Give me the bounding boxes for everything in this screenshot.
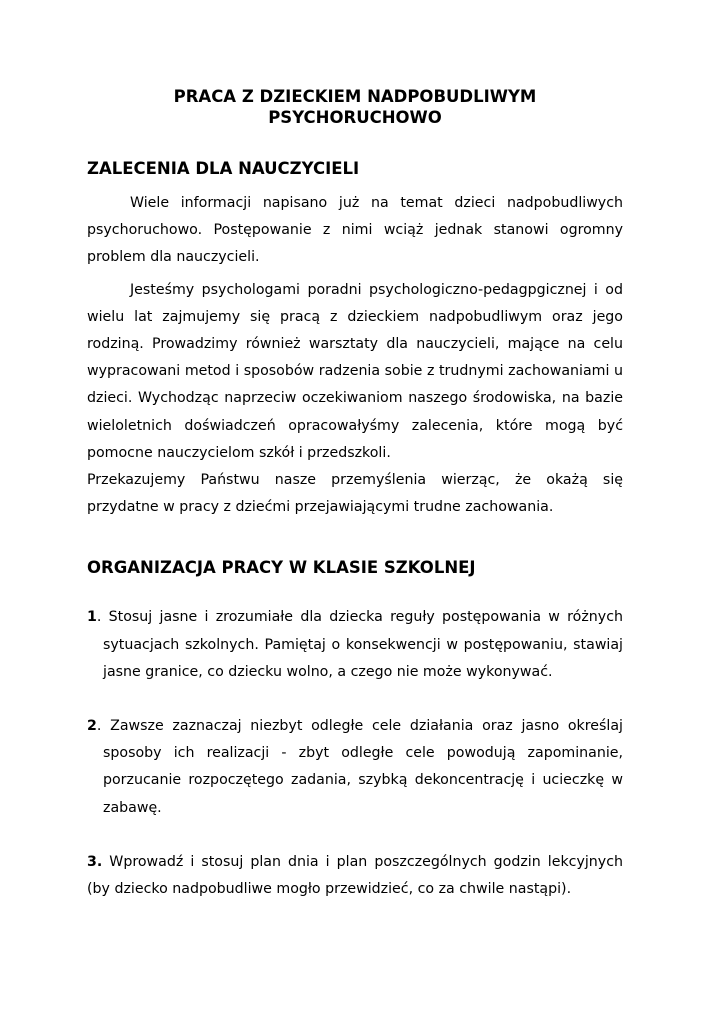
list-item-number: 2 xyxy=(87,718,97,735)
list-item-number: 3. xyxy=(87,853,103,870)
paragraph-intro: Wiele informacji napisano już na temat dzieci nadpobudliwych psychoruchowo. Postępowanie z nimi wciąż jednak stanowi ogromny problem dla nauczycieli. xyxy=(87,195,623,266)
paragraph-about-authors: Jesteśmy psychologami poradni psychologiczno-pedagpgicznej i od wielu lat zajmujemy się pracą z dzieckiem nadpobudliwym oraz jego rodziną. Prowadzimy również warsztaty dla nauczycieli, mające na celu wypracowani metod i sposobów radzenia sobie z trudnymi zachowaniami u dzieci. Wychodząc naprzeciw oczekiwaniom naszego środowiska, na bazie wieloletnich doświadczeń opracowałyśmy zalecenia, które mogą być pomocne nauczycielom szkół i przedszkoli. xyxy=(87,281,623,461)
document-title xyxy=(87,86,623,128)
list-item-text: . Stosuj jasne i zrozumiałe dla dziecka reguły postępowania w różnych sytuacjach szkolnych. Pamiętaj o konsekwencji w postępowaniu, stawiaj jasne granice, co dziecku wolno, a czego nie może wykonywać. xyxy=(96,609,623,680)
section-heading-class-organization: ORGANIZACJA PRACY W KLASIE SZKOLNEJ xyxy=(87,558,476,578)
list-item-2 xyxy=(87,713,623,822)
paragraph-closing: Przekazujemy Państwu nasze przemyślenia wierząc, że okażą się przydatne w pracy z dziećmi przejawiającymi trudne zachowania. xyxy=(87,472,623,516)
title-line-1: PRACA Z DZIECKIEM NADPOBUDLIWYM xyxy=(173,87,537,106)
list-item-number: 1 xyxy=(87,609,97,626)
section-heading-recommendations: ZALECENIA DLA NAUCZYCIELI xyxy=(87,159,360,178)
list-item-text: Wprowadź i stosuj plan dnia i plan poszczególnych godzin lekcyjnych (by dziecko nadpobudliwe mogło przewidzieć, co za chwile nastąpi). xyxy=(87,853,623,898)
title-line-2: PSYCHORUCHOWO xyxy=(268,108,442,127)
list-item-text: . Zawsze zaznaczaj niezbyt odległe cele działania oraz jasno określaj sposoby ich realizacji - zbyt odległe cele powodują zapominanie, porzucanie rozpoczętego zadania, szybką dekoncentrację i ucieczkę w zabawę. xyxy=(96,718,623,816)
list-item-3 xyxy=(87,849,623,903)
document-page xyxy=(87,86,623,903)
list-item-1 xyxy=(87,604,623,686)
